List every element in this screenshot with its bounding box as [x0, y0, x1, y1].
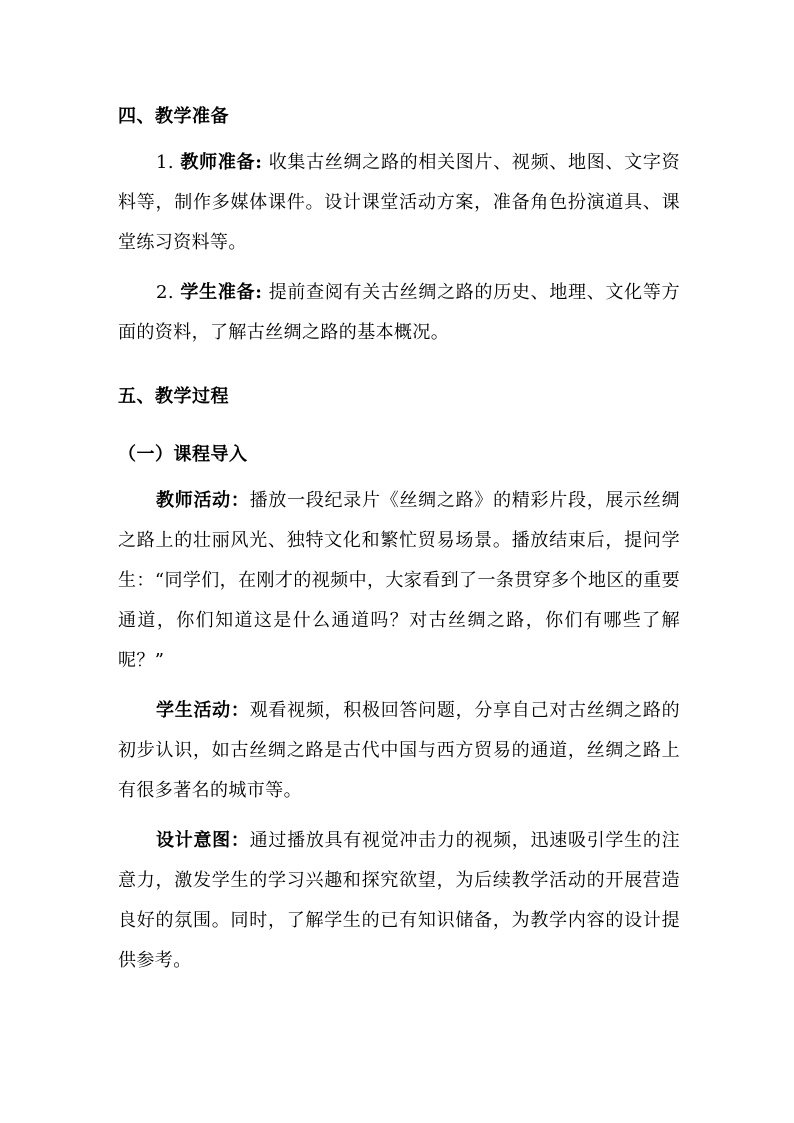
item-number: 1. — [156, 152, 181, 173]
teacher-preparation-label: 教师准备: — [180, 152, 263, 173]
student-activity-paragraph — [118, 691, 680, 811]
item-number: 2. — [156, 282, 181, 303]
teacher-activity-paragraph — [118, 481, 680, 681]
subsection-heading-course-introduction: （一）课程导入 — [118, 444, 248, 465]
teacher-preparation-paragraph — [118, 143, 680, 263]
teacher-preparation-text: 收集古丝绸之路的相关图片、视频、地图、文字资料等，制作多媒体课件。设计课堂活动方案，准备角色扮演道具、课堂练习资料等。 — [118, 152, 680, 253]
student-preparation-paragraph — [118, 273, 680, 353]
teacher-activity-label: 教师活动： — [156, 490, 250, 511]
section-heading-teaching-process: 五、教学过程 — [118, 386, 229, 407]
student-preparation-text: 提前查阅有关古丝绸之路的历史、地理、文化等方面的资料，了解古丝绸之路的基本概况。 — [118, 282, 680, 343]
document-body — [118, 103, 680, 981]
student-preparation-label: 学生准备: — [180, 282, 263, 303]
section-heading-teaching-preparation: 四、教学准备 — [118, 106, 229, 127]
design-intent-text: 通过播放具有视觉冲击力的视频，迅速吸引学生的注意力，激发学生的学习兴趣和探究欲望，为后续教学活动的开展营造良好的氛围。同时，了解学生的已有知识储备，为教学内容的设计提供参考。 — [118, 830, 681, 971]
design-intent-label: 设计意图： — [156, 830, 250, 851]
student-activity-label: 学生活动： — [156, 700, 250, 721]
teacher-activity-text: 播放一段纪录片《丝绸之路》的精彩片段，展示丝绸之路上的壮丽风光、独特文化和繁忙贸易场景。播放结束后，提问学生：“同学们，在刚才的视频中，大家看到了一条贯穿多个地区的重要通道，你们知道这是什么通道吗？对古丝绸之路，你们有哪些了解呢？” — [118, 490, 681, 671]
student-activity-text: 观看视频，积极回答问题，分享自己对古丝绸之路的初步认识，如古丝绸之路是古代中国与西方贸易的通道，丝绸之路上有很多著名的城市等。 — [118, 700, 681, 801]
design-intent-paragraph — [118, 821, 680, 981]
